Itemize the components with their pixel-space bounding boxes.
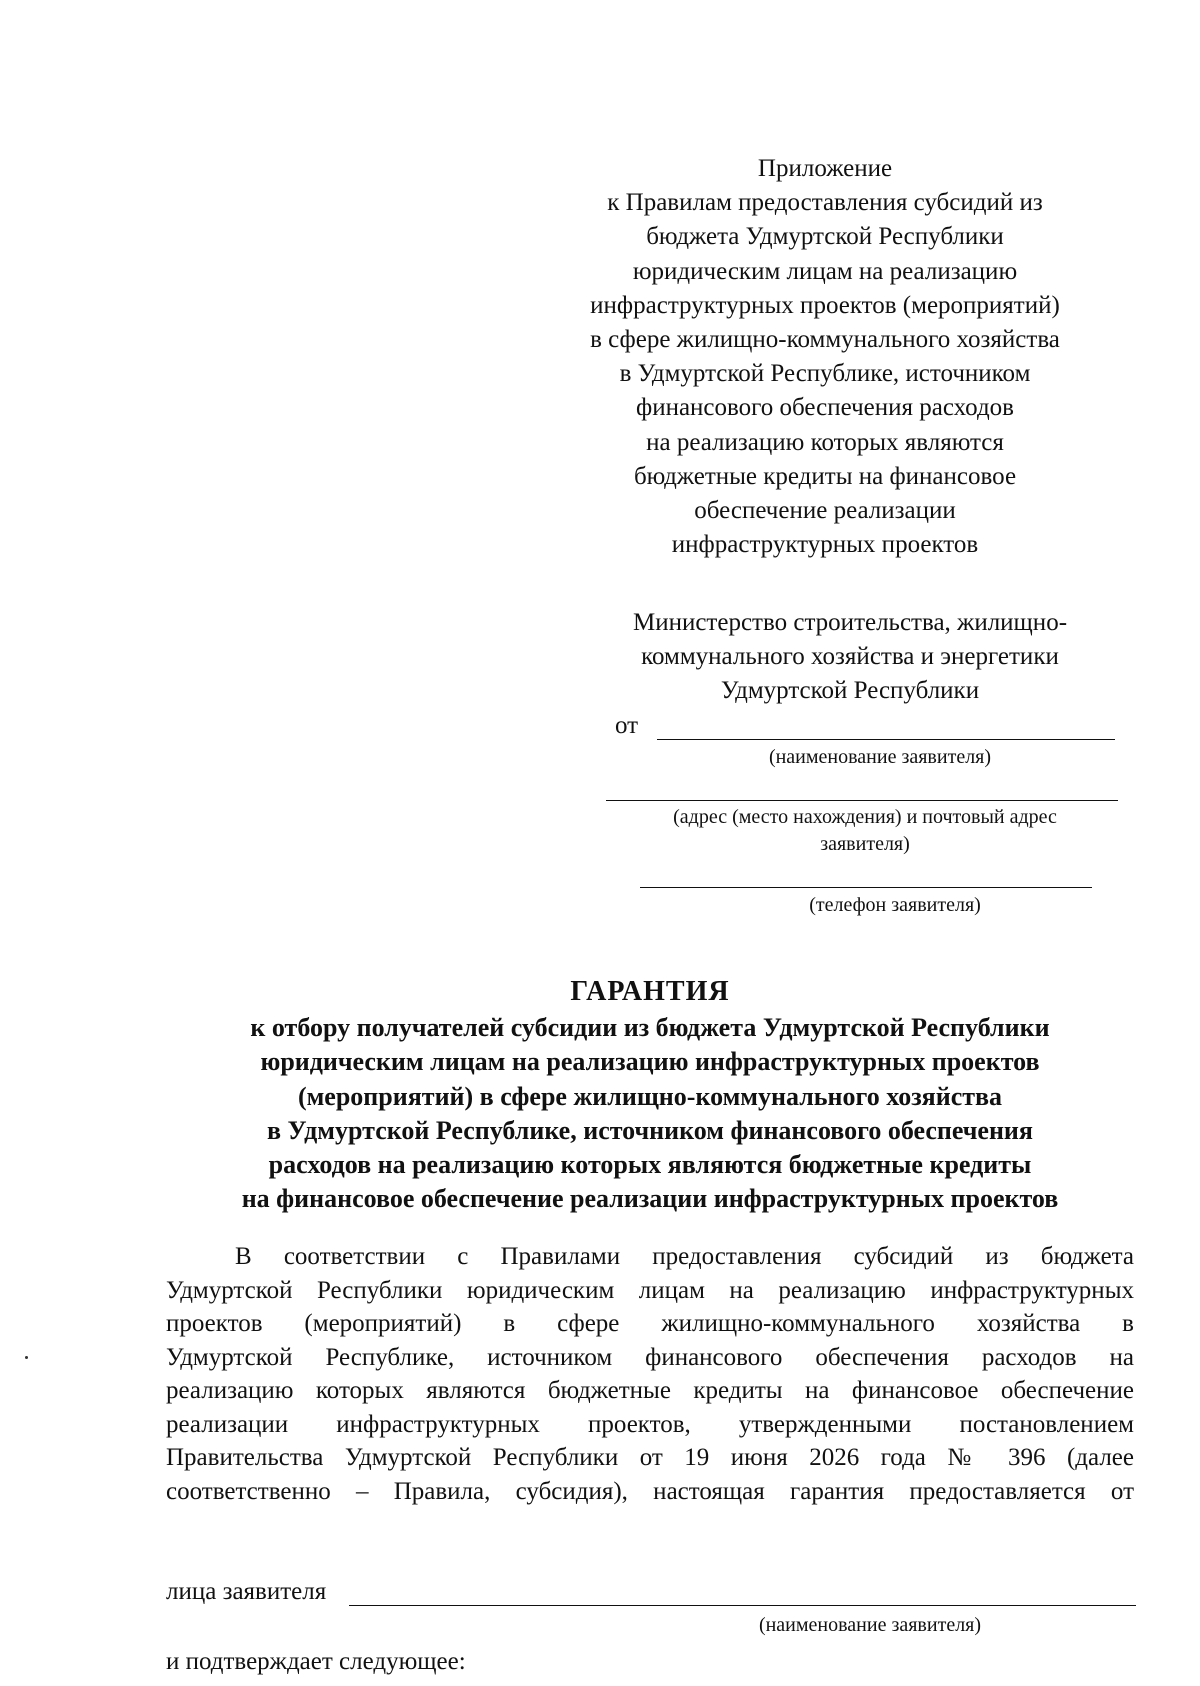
appendix-line: к Правилам предоставления субсидий из: [607, 189, 1043, 217]
appendix-line: бюджетные кредиты на финансовое: [633, 462, 1017, 490]
confirm-line: и подтверждает следующее:: [166, 1648, 466, 1675]
appendix-line: обеспечение реализации: [694, 497, 956, 525]
appendix-line: Приложение: [757, 155, 893, 182]
address-caption-line-2: заявителя): [820, 833, 910, 855]
title-line: на финансовое обеспечение реализации инфраструктурных проектов: [241, 1184, 1059, 1214]
appendix-line: юридическим лицам на реализацию: [632, 257, 1018, 285]
appendix-line: бюджета Удмуртской Республики: [646, 223, 1004, 251]
appendix-line: инфраструктурных проектов: [671, 531, 979, 559]
scan-speck: [25, 1356, 28, 1359]
addressee-line: Удмуртской Республики: [720, 677, 980, 704]
title-line: (мероприятий) в сфере жилищно-коммунального хозяйства: [297, 1081, 1003, 1111]
appendix-line: на реализацию которых являются: [646, 428, 1004, 456]
appendix-line: инфраструктурных проектов (мероприятий): [590, 291, 1060, 319]
address-caption-line-1: (адрес (место нахождения) и почтовый адрес: [673, 806, 1057, 828]
applicant-underline: [349, 1605, 1136, 1606]
from-label: от: [615, 712, 639, 739]
phone-caption: (телефон заявителя): [809, 894, 981, 916]
addressee-block: [580, 606, 1120, 708]
address-underline: [606, 800, 1118, 801]
appendix-block: [560, 152, 1090, 562]
appendix-line: финансового обеспечения расходов: [636, 394, 1014, 422]
appendix-line: в сфере жилищно-коммунального хозяйства: [590, 326, 1060, 354]
addressee-line: Министерство строительства, жилищно-: [632, 609, 1068, 636]
applicant-label: лица заявителя: [166, 1578, 327, 1605]
title-line: расходов на реализацию которых являются бюджетные кредиты: [268, 1150, 1032, 1180]
applicant-name-caption: (наименование заявителя): [768, 746, 992, 768]
body-line: проектов (мероприятий) в сфере жилищно-коммунального хозяйства в: [166, 1310, 1134, 1337]
applicant-field: [166, 1575, 1136, 1609]
title-line: к отбору получателей субсидии из бюджета Удмуртской Республики: [250, 1013, 1050, 1043]
applicant-caption: (наименование заявителя): [758, 1614, 982, 1636]
title-line: в Удмуртской Республике, источником финансового обеспечения: [267, 1115, 1033, 1145]
body-line: Удмуртской Республики юридическим лицам на реализацию инфраструктурных: [166, 1276, 1134, 1304]
applicant-name-underline: [657, 739, 1115, 740]
phone-underline: [640, 887, 1092, 888]
body-line: В соответствии с Правилами предоставления субсидий из бюджета: [235, 1243, 1134, 1270]
addressee-line: коммунального хозяйства и энергетики: [641, 643, 1059, 670]
body-line: Правительства Удмуртской Республики от 19 июня 2026 года № 396 (далее: [166, 1444, 1134, 1471]
title-main: ГАРАНТИЯ: [570, 976, 730, 1007]
body-line: Удмуртской Республике, источником финансового обеспечения расходов на: [166, 1343, 1134, 1371]
title-line: юридическим лицам на реализацию инфраструктурных проектов: [260, 1047, 1040, 1077]
body-line: соответственно – Правила, субсидия), настоящая гарантия предоставляется от: [166, 1477, 1134, 1505]
body-paragraph: [166, 1240, 1134, 1508]
body-line: реализацию которых являются бюджетные кредиты на финансовое обеспечение: [166, 1377, 1134, 1404]
applicant-name-field: [615, 711, 1115, 741]
appendix-line: в Удмуртской Республике, источником: [619, 360, 1031, 388]
document-title: [100, 975, 1200, 1216]
body-line: реализации инфраструктурных проектов, утвержденными постановлением: [166, 1410, 1134, 1438]
